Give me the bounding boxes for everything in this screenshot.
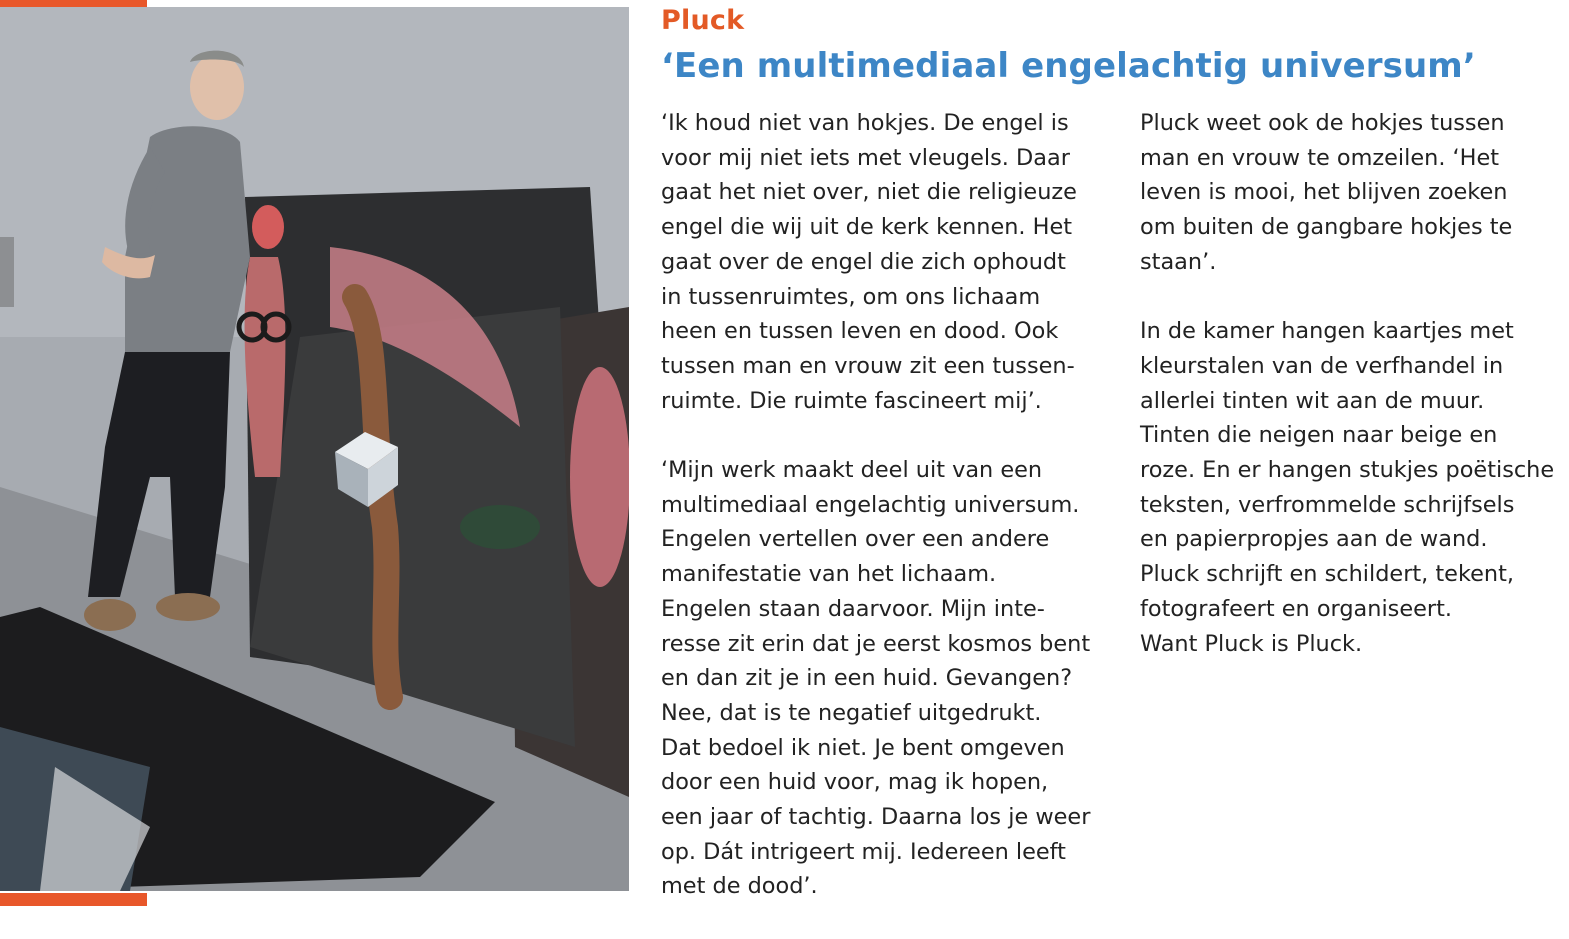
text-line: ‘Mijn werk maakt deel uit van een bbox=[661, 457, 1043, 484]
text-line: man en vrouw te omzeilen. ‘Het bbox=[1140, 144, 1500, 171]
accent-bar-bottom bbox=[0, 893, 147, 906]
text-line: ruimte. Die ruimte fascineert mij’. bbox=[661, 387, 1042, 414]
paragraph bbox=[1140, 106, 1565, 280]
artist-photo bbox=[0, 7, 629, 891]
paragraph bbox=[661, 106, 1116, 418]
text-line: gaat het niet over, niet die religieuze bbox=[661, 179, 1077, 206]
text-line: multimediaal engelachtig universum. bbox=[661, 491, 1080, 518]
text-line: manifestatie van het lichaam. bbox=[661, 561, 997, 588]
article-headline: ‘Een multimediaal engelachtig universum’ bbox=[661, 46, 1476, 86]
text-line: op. Dát intrigeert mij. Iedereen leeft bbox=[661, 838, 1066, 865]
text-line: met de dood’. bbox=[661, 873, 818, 900]
text-line: Pluck weet ook de hokjes tussen bbox=[1140, 110, 1505, 136]
paragraph-spacer bbox=[661, 418, 1116, 453]
text-line: roze. En er hangen stukjes poëtische bbox=[1140, 457, 1555, 484]
text-line: Engelen vertellen over een andere bbox=[661, 526, 1050, 553]
accent-bar-top bbox=[0, 0, 147, 7]
text-line: heen en tussen leven en dood. Ook bbox=[661, 318, 1059, 345]
text-line: leven is mooi, het blijven zoeken bbox=[1140, 179, 1508, 206]
text-line: staan’. bbox=[1140, 248, 1217, 275]
text-line: tussen man en vrouw zit een tussen- bbox=[661, 352, 1075, 379]
text-line: Dat bedoel ik niet. Je bent omgeven bbox=[661, 734, 1065, 761]
text-line: een jaar of tachtig. Daarna los je weer bbox=[661, 804, 1091, 831]
text-line: om buiten de gangbare hokjes te bbox=[1140, 214, 1513, 241]
text-line: Want Pluck is Pluck. bbox=[1140, 630, 1363, 657]
text-line: voor mij niet iets met vleugels. Daar bbox=[661, 144, 1070, 171]
paragraph bbox=[661, 453, 1116, 904]
text-line: Tinten die neigen naar beige en bbox=[1140, 422, 1498, 449]
text-line: en dan zit je in een huid. Gevangen? bbox=[661, 665, 1073, 692]
paragraph bbox=[1140, 314, 1565, 661]
text-line: allerlei tinten wit aan de muur. bbox=[1140, 387, 1485, 414]
text-line: engel die wij uit de kerk kennen. Het bbox=[661, 214, 1073, 241]
text-line: in tussenruimtes, om ons lichaam bbox=[661, 283, 1041, 310]
text-line: Pluck schrijft en schildert, tekent, bbox=[1140, 561, 1514, 588]
text-line: kleurstalen van de verfhandel in bbox=[1140, 352, 1504, 379]
text-line: fotografeert en organiseert. bbox=[1140, 595, 1452, 622]
right-column bbox=[1140, 106, 1565, 661]
text-line: ‘Ik houd niet van hokjes. De engel is bbox=[661, 110, 1069, 136]
text-line: gaat over de engel die zich ophoudt bbox=[661, 248, 1066, 275]
text-line: door een huid voor, mag ik hopen, bbox=[661, 769, 1049, 796]
text-line: teksten, verfrommelde schrijfsels bbox=[1140, 491, 1515, 518]
text-line: In de kamer hangen kaartjes met bbox=[1140, 318, 1514, 345]
left-column bbox=[661, 106, 1116, 904]
text-line: Engelen staan daarvoor. Mijn inte- bbox=[661, 595, 1045, 622]
artist-with-paintings-photo bbox=[0, 7, 629, 891]
paragraph-spacer bbox=[1140, 280, 1565, 315]
text-line: resse zit erin dat je eerst kosmos bent bbox=[661, 630, 1091, 657]
text-line: Nee, dat is te negatief uitgedrukt. bbox=[661, 699, 1042, 726]
text-line: en papierpropjes aan de wand. bbox=[1140, 526, 1488, 553]
article-kicker: Pluck bbox=[661, 5, 745, 36]
